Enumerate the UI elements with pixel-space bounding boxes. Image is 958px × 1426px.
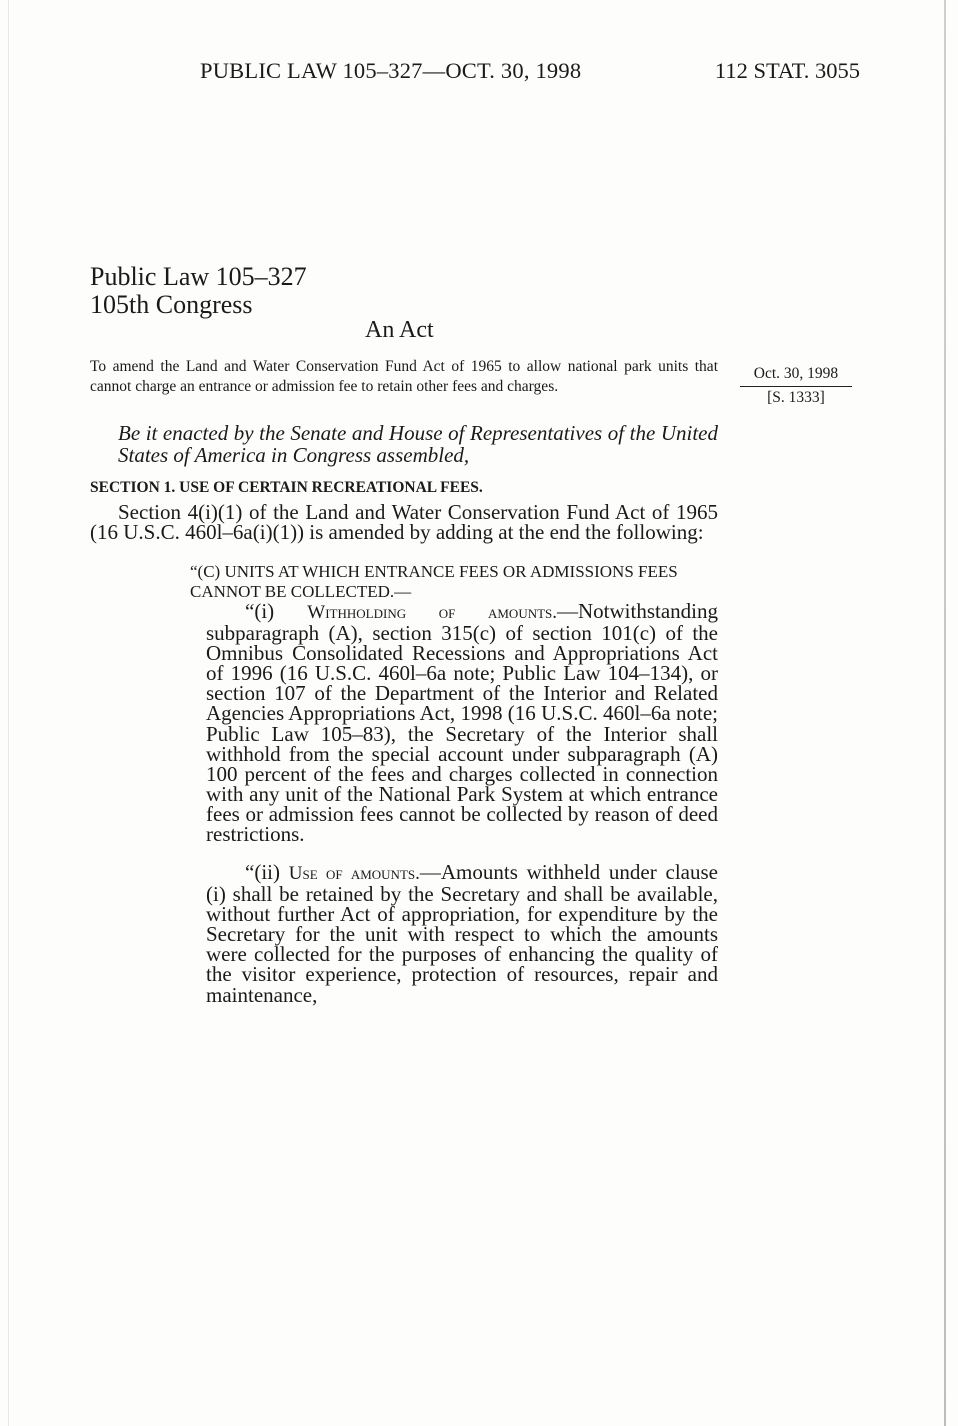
clause-i [206, 599, 719, 847]
clause-ii-body: —Amounts withheld under clause (i) shall be retained by the Secretary and shall be available, without further Act of appropriation, for expenditure by the Secretary for the unit with respect to which the amounts were collected for the purposes of enhancing the quality of the visitor experience, protection of resources, repair and maintenance, [206, 860, 718, 1007]
enactment-date: Oct. 30, 1998 [740, 363, 852, 387]
clause-i-text [206, 599, 719, 847]
clause-i-body: —Notwithstanding subparagraph (A), section 315(c) of section 101(c) of the Omnibus Consolidated Recessions and Appropriations Act of 1996 (16 U.S.C. 460l–6a note; Public Law 104–134), or section 107 of the Department of the Interior and Related Agencies Appropriations Act, 1998 (16 U.S.C. 460l–6a note; Public Law 105–83), the Secretary of the Interior shall withhold from the special account under subparagraph (A) 100 percent of the fees and charges collected in connection with any unit of the National Park System at which entrance fees or admission fees cannot be collected by reason of deed restrictions. [206, 599, 719, 847]
margin-note [740, 363, 852, 409]
clause-ii-number: “(ii) [245, 860, 280, 884]
public-law-number: Public Law 105–327 [90, 262, 307, 291]
scan-edge-left [8, 0, 9, 1426]
bill-number: [S. 1333] [767, 389, 825, 406]
clause-ii-heading: Use of amounts. [288, 863, 420, 884]
subparagraph-c [160, 562, 718, 602]
section-intro-text: Section 4(i)(1) of the Land and Water Conservation Fund Act of 1965 (16 U.S.C. 460l–6a(i)(1)) is amended by adding at the end the following: [90, 500, 718, 545]
enacting-clause [118, 422, 718, 466]
clause-ii-text [206, 862, 718, 1005]
section-heading: SECTION 1. USE OF CERTAIN RECREATIONAL FEES. [90, 479, 483, 496]
scan-edge-right [944, 0, 946, 1426]
congress-number: 105th Congress [90, 290, 253, 319]
running-head-law: PUBLIC LAW 105–327—OCT. 30, 1998 [200, 58, 582, 83]
clause-i-number: “(i) [245, 599, 275, 623]
section-intro [90, 500, 718, 545]
act-title: An Act [365, 317, 434, 343]
subparagraph-c-line [160, 562, 718, 602]
running-head [200, 58, 860, 88]
subparagraph-c-number: “(C) [190, 562, 221, 581]
purpose-statement: To amend the Land and Water Conservation Fund Act of 1965 to allow national park units that cannot charge an entrance or admission fee to retain other fees and charges. [90, 358, 718, 395]
clause-i-heading: Withholding of amounts. [307, 602, 558, 623]
clause-ii [206, 862, 718, 1005]
enacting-clause-text: Be it enacted by the Senate and House of Representatives of the United States of America in Congress assembled, [118, 421, 718, 467]
subparagraph-c-heading: UNITS AT WHICH ENTRANCE FEES OR ADMISSIONS FEES CANNOT BE COLLECTED.— [190, 562, 678, 601]
running-head-stat-page: 112 STAT. 3055 [714, 58, 860, 83]
